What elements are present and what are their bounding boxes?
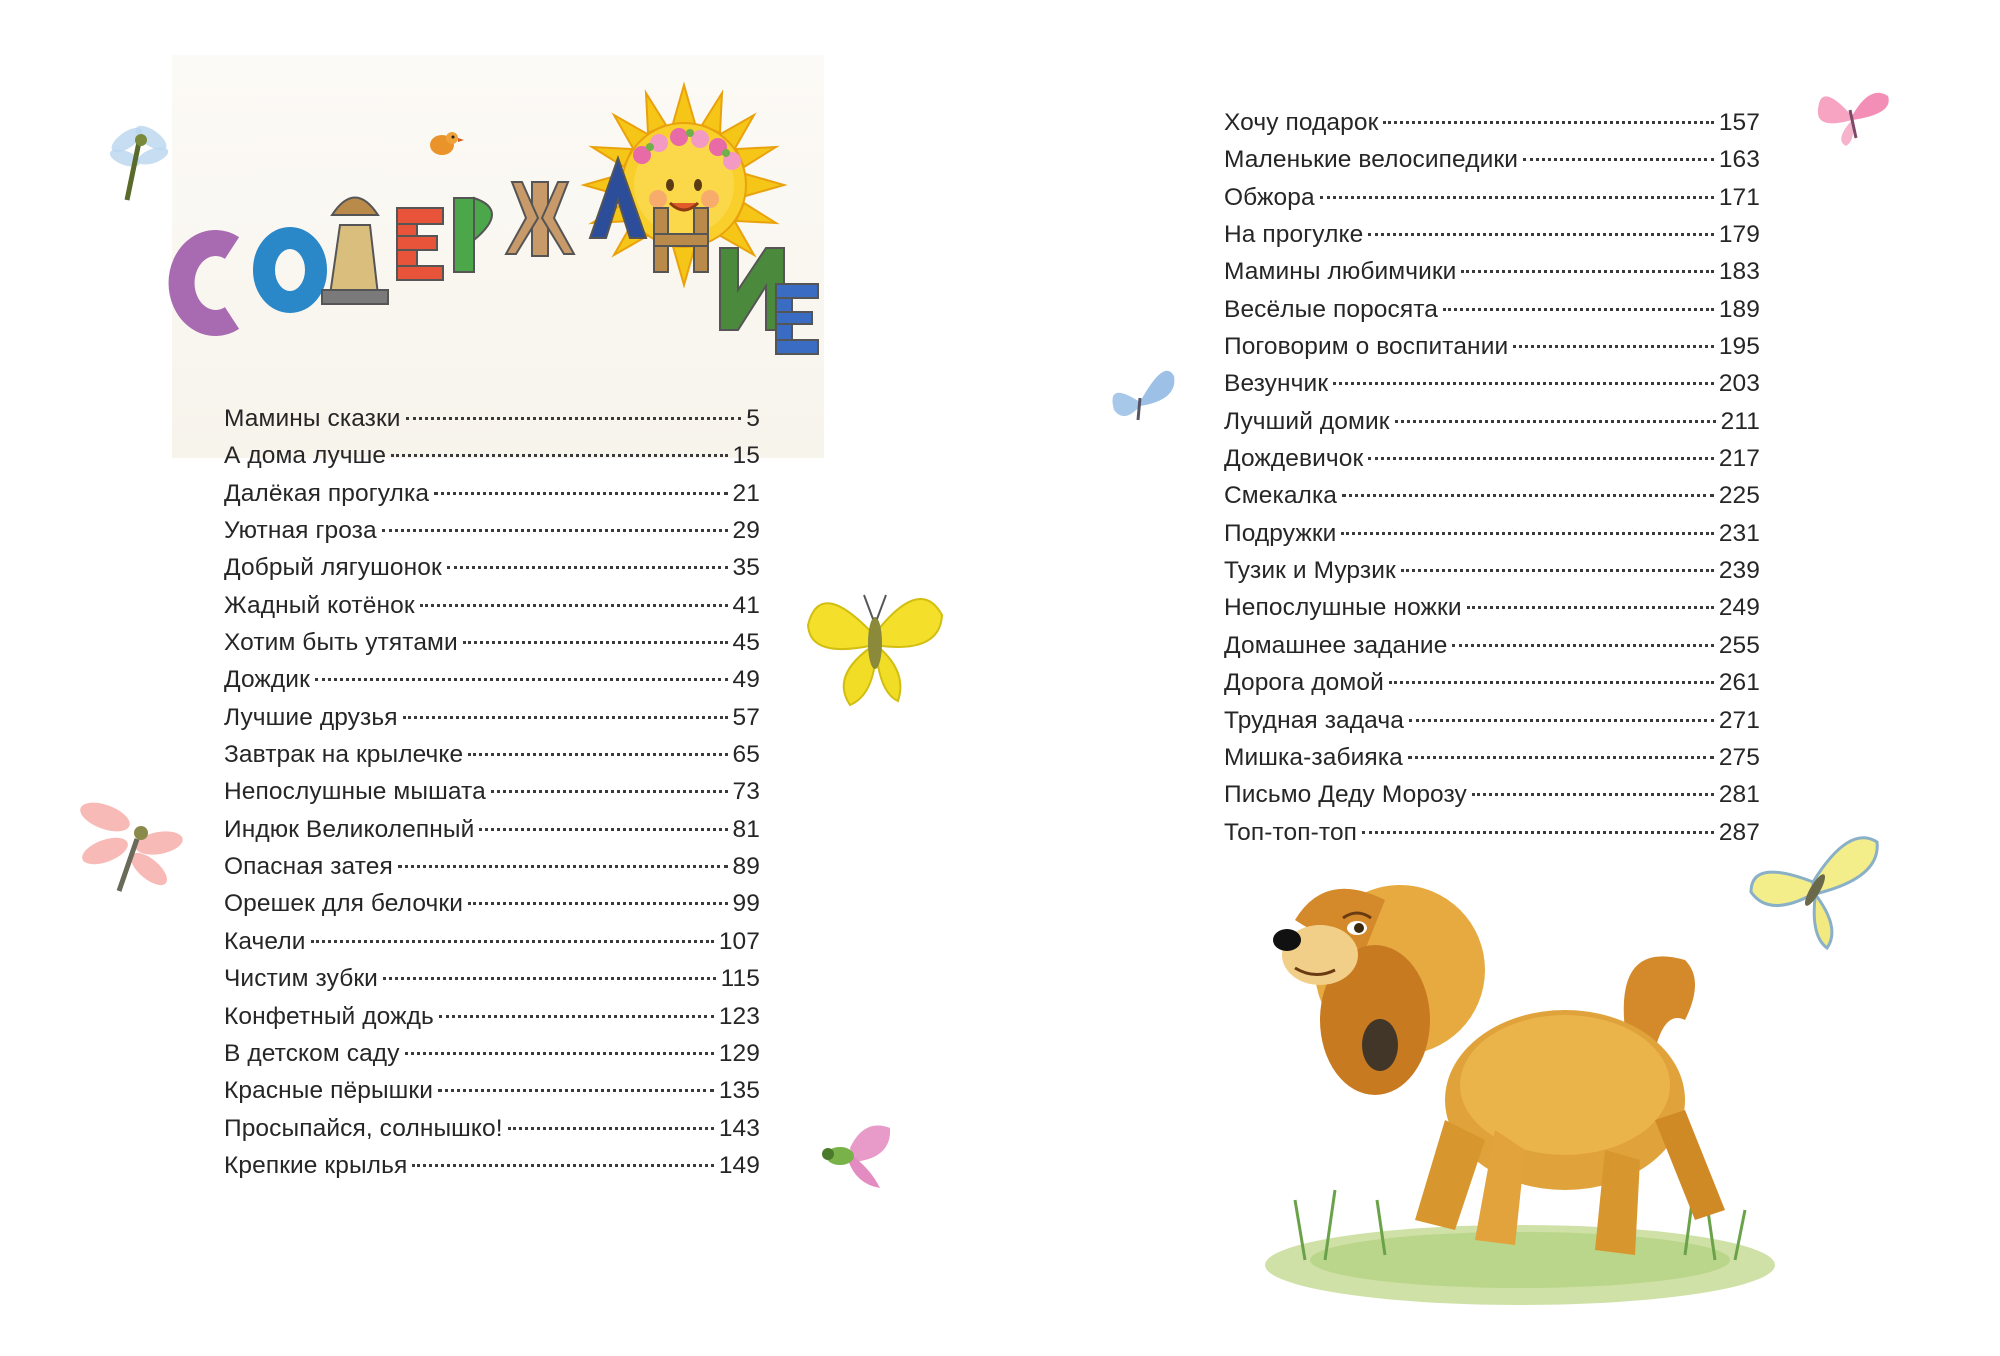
toc-entry [1224, 814, 1760, 851]
toc-entry-page-number: 41 [732, 591, 760, 619]
toc-dot-leader [1341, 532, 1713, 535]
toc-dot-leader [1467, 606, 1714, 609]
dragonfly-icon [105, 118, 175, 208]
toc-dot-leader [1342, 494, 1714, 497]
toc-dot-leader [1389, 681, 1714, 684]
toc-entry [1224, 739, 1760, 776]
toc-dot-leader [468, 753, 727, 756]
toc-entry [1224, 440, 1760, 477]
toc-entry-page-number: 211 [1720, 407, 1760, 435]
toc-left-column [224, 400, 760, 1184]
toc-entry [224, 400, 760, 437]
toc-entry-title: Трудная задача [1224, 706, 1404, 734]
toc-entry-page-number: 123 [718, 1002, 760, 1030]
toc-entry-page-number: 15 [732, 442, 760, 470]
toc-entry-title: Орешек для белочки [224, 890, 463, 918]
toc-entry-page-number: 5 [746, 405, 760, 432]
toc-entry-page-number: 149 [718, 1151, 760, 1179]
toc-entry-page-number: 29 [732, 517, 760, 545]
toc-entry [224, 624, 760, 661]
toc-entry-page-number: 49 [732, 666, 760, 694]
toc-dot-leader [405, 1052, 714, 1055]
toc-entry-page-number: 163 [1718, 146, 1760, 174]
toc-entry-title: А дома лучше [224, 442, 387, 470]
toc-entry-page-number: 271 [1718, 706, 1760, 734]
toc-entry [1224, 253, 1760, 290]
toc-entry-page-number: 183 [1718, 258, 1760, 286]
toc-entry-title: Конфетный дождь [224, 1002, 434, 1030]
toc-entry [1224, 477, 1760, 514]
toc-entry-title: Весёлые поросята [1224, 295, 1439, 323]
toc-entry-page-number: 81 [732, 815, 760, 843]
toc-dot-leader [1513, 345, 1714, 348]
toc-entry-page-number: 135 [718, 1077, 760, 1105]
toc-entry [1224, 664, 1760, 701]
butterfly-icon [1100, 360, 1180, 440]
toc-entry [1224, 141, 1760, 178]
toc-entry-title: Далёкая прогулка [224, 479, 430, 507]
toc-entry [1224, 776, 1760, 813]
toc-entry-title: Уютная гроза [224, 517, 377, 545]
toc-entry-page-number: 143 [718, 1114, 760, 1142]
toc-entry-page-number: 73 [732, 778, 760, 806]
toc-entry-page-number: 275 [1718, 743, 1760, 771]
toc-entry-page-number: 57 [732, 703, 760, 731]
toc-dot-leader [1523, 158, 1714, 161]
toc-dot-leader [479, 828, 727, 831]
toc-entry-title: Дорога домой [1224, 669, 1384, 697]
toc-entry [224, 811, 760, 848]
toc-entry-page-number: 171 [1718, 183, 1760, 211]
toc-entry [224, 475, 760, 512]
toc-entry [1224, 627, 1760, 664]
toc-dot-leader [438, 1089, 714, 1092]
toc-entry-title: Дождевичок [1224, 445, 1364, 473]
toc-entry [224, 885, 760, 922]
toc-entry-title: На прогулке [1224, 221, 1364, 249]
toc-dot-leader [1472, 793, 1714, 796]
toc-dot-leader [406, 417, 742, 420]
toc-dot-leader [1395, 420, 1716, 423]
toc-entry-page-number: 99 [732, 890, 760, 918]
toc-entry-page-number: 157 [1718, 109, 1760, 136]
dragonfly-icon [75, 795, 195, 895]
toc-dot-leader [412, 1164, 714, 1167]
toc-entry-page-number: 115 [720, 965, 760, 993]
toc-entry [224, 773, 760, 810]
toc-entry-title: Завтрак на крылечке [224, 741, 464, 769]
toc-entry [224, 923, 760, 960]
toc-entry [224, 1035, 760, 1072]
toc-entry-page-number: 107 [718, 927, 760, 955]
toc-entry-title: Опасная затея [224, 853, 393, 881]
toc-dot-leader [391, 454, 727, 457]
toc-entry-page-number: 35 [732, 554, 760, 582]
toc-entry-title: Маленькие велосипедики [1224, 146, 1518, 174]
toc-entry-page-number: 21 [732, 479, 760, 507]
toc-dot-leader [468, 902, 728, 905]
toc-entry-page-number: 287 [1718, 818, 1760, 846]
toc-entry-title: Подружки [1224, 519, 1337, 547]
toc-entry [1224, 365, 1760, 402]
toc-entry [1224, 552, 1760, 589]
toc-dot-leader [508, 1127, 714, 1130]
toc-entry-title: Дождик [224, 666, 310, 694]
butterfly-icon [800, 575, 950, 715]
toc-entry-page-number: 217 [1718, 445, 1760, 473]
toc-dot-leader [1333, 382, 1714, 385]
toc-entry-title: Добрый лягушонок [224, 554, 442, 582]
toc-entry [224, 437, 760, 474]
toc-entry-title: В детском саду [224, 1039, 400, 1067]
toc-entry [224, 1072, 760, 1109]
toc-dot-leader [447, 566, 728, 569]
toc-entry [224, 661, 760, 698]
toc-right-column [1224, 104, 1760, 851]
toc-entry [224, 549, 760, 586]
toc-dot-leader [420, 604, 728, 607]
toc-dot-leader [1408, 756, 1714, 759]
toc-entry [1224, 515, 1760, 552]
toc-entry-title: Домашнее задание [1224, 631, 1448, 659]
toc-entry-title: Просыпайся, солнышко! [224, 1114, 503, 1142]
toc-entry-title: Чистим зубки [224, 965, 378, 993]
toc-entry [224, 587, 760, 624]
toc-entry-title: Лучшие друзья [224, 703, 398, 731]
toc-dot-leader [439, 1015, 714, 1018]
toc-entry [1224, 179, 1760, 216]
toc-dot-leader [491, 790, 728, 793]
toc-entry [1224, 403, 1760, 440]
toc-entry-page-number: 255 [1718, 631, 1760, 659]
toc-dot-leader [1320, 196, 1714, 199]
toc-entry-title: Непослушные ножки [1224, 594, 1462, 622]
toc-dot-leader [383, 977, 716, 980]
toc-entry-title: Мамины сказки [224, 405, 401, 432]
toc-dot-leader [1443, 308, 1714, 311]
toc-entry-page-number: 89 [732, 853, 760, 881]
contents-title-art [172, 40, 852, 400]
toc-dot-leader [1368, 457, 1713, 460]
toc-entry-title: Письмо Деду Морозу [1224, 781, 1467, 809]
toc-entry-page-number: 179 [1718, 221, 1760, 249]
toc-entry [1224, 291, 1760, 328]
toc-dot-leader [1383, 121, 1713, 124]
toc-dot-leader [463, 641, 728, 644]
toc-dot-leader [1401, 569, 1714, 572]
toc-entry-page-number: 129 [718, 1039, 760, 1067]
toc-entry-page-number: 65 [732, 741, 760, 769]
toc-entry-page-number: 195 [1718, 333, 1760, 361]
toc-entry-page-number: 261 [1718, 669, 1760, 697]
toc-entry-title: Мишка-забияка [1224, 743, 1403, 771]
toc-entry [1224, 104, 1760, 141]
toc-dot-leader [315, 678, 728, 681]
toc-dot-leader [1452, 644, 1713, 647]
toc-dot-leader [1368, 233, 1714, 236]
toc-entry-page-number: 249 [1718, 594, 1760, 622]
toc-entry [224, 699, 760, 736]
toc-entry [224, 848, 760, 885]
toc-entry [1224, 589, 1760, 626]
toc-entry-title: Жадный котёнок [224, 591, 415, 619]
toc-entry-title: Лучший домик [1224, 407, 1390, 435]
toc-entry [224, 736, 760, 773]
toc-dot-leader [1362, 831, 1714, 834]
toc-entry-title: Красные пёрышки [224, 1077, 434, 1105]
toc-entry [224, 1110, 760, 1147]
toc-entry [224, 998, 760, 1035]
toc-entry-page-number: 45 [732, 629, 760, 657]
toc-dot-leader [403, 716, 728, 719]
toc-entry [224, 512, 760, 549]
toc-entry-title: Поговорим о воспитании [1224, 333, 1509, 361]
dog-illustration [1265, 860, 1780, 1310]
toc-dot-leader [382, 529, 728, 532]
toc-dot-leader [311, 940, 714, 943]
toc-entry-page-number: 231 [1718, 519, 1760, 547]
toc-entry-title: Индюк Великолепный [224, 815, 475, 843]
toc-entry-title: Крепкие крылья [224, 1151, 408, 1179]
toc-entry-title: Непослушные мышата [224, 778, 486, 806]
toc-entry-title: Обжора [1224, 183, 1315, 211]
moth-icon [810, 1118, 895, 1193]
toc-entry-title: Смекалка [1224, 482, 1338, 510]
toc-entry [224, 1147, 760, 1184]
toc-entry-page-number: 189 [1718, 295, 1760, 323]
toc-dot-leader [434, 492, 728, 495]
toc-entry-page-number: 281 [1718, 781, 1760, 809]
toc-entry-page-number: 225 [1718, 482, 1760, 510]
toc-dot-leader [1461, 270, 1713, 273]
toc-entry-title: Хочу подарок [1224, 109, 1379, 136]
toc-entry-page-number: 239 [1718, 557, 1760, 585]
toc-entry-title: Мамины любимчики [1224, 258, 1457, 286]
toc-dot-leader [1409, 719, 1714, 722]
toc-entry [224, 960, 760, 997]
toc-entry-title: Хотим быть утятами [224, 629, 458, 657]
toc-dot-leader [398, 865, 728, 868]
toc-entry [1224, 216, 1760, 253]
contents-heading: СОДЕРЖАНИЕ [508, 380, 516, 381]
toc-entry [1224, 702, 1760, 739]
butterfly-icon [1810, 80, 1900, 155]
toc-entry [1224, 328, 1760, 365]
toc-entry-title: Качели [224, 927, 306, 955]
bird-icon [430, 132, 464, 155]
toc-entry-title: Везунчик [1224, 370, 1329, 398]
toc-entry-page-number: 203 [1718, 370, 1760, 398]
toc-entry-title: Тузик и Мурзик [1224, 557, 1396, 585]
toc-entry-title: Топ-топ-топ [1224, 818, 1358, 846]
